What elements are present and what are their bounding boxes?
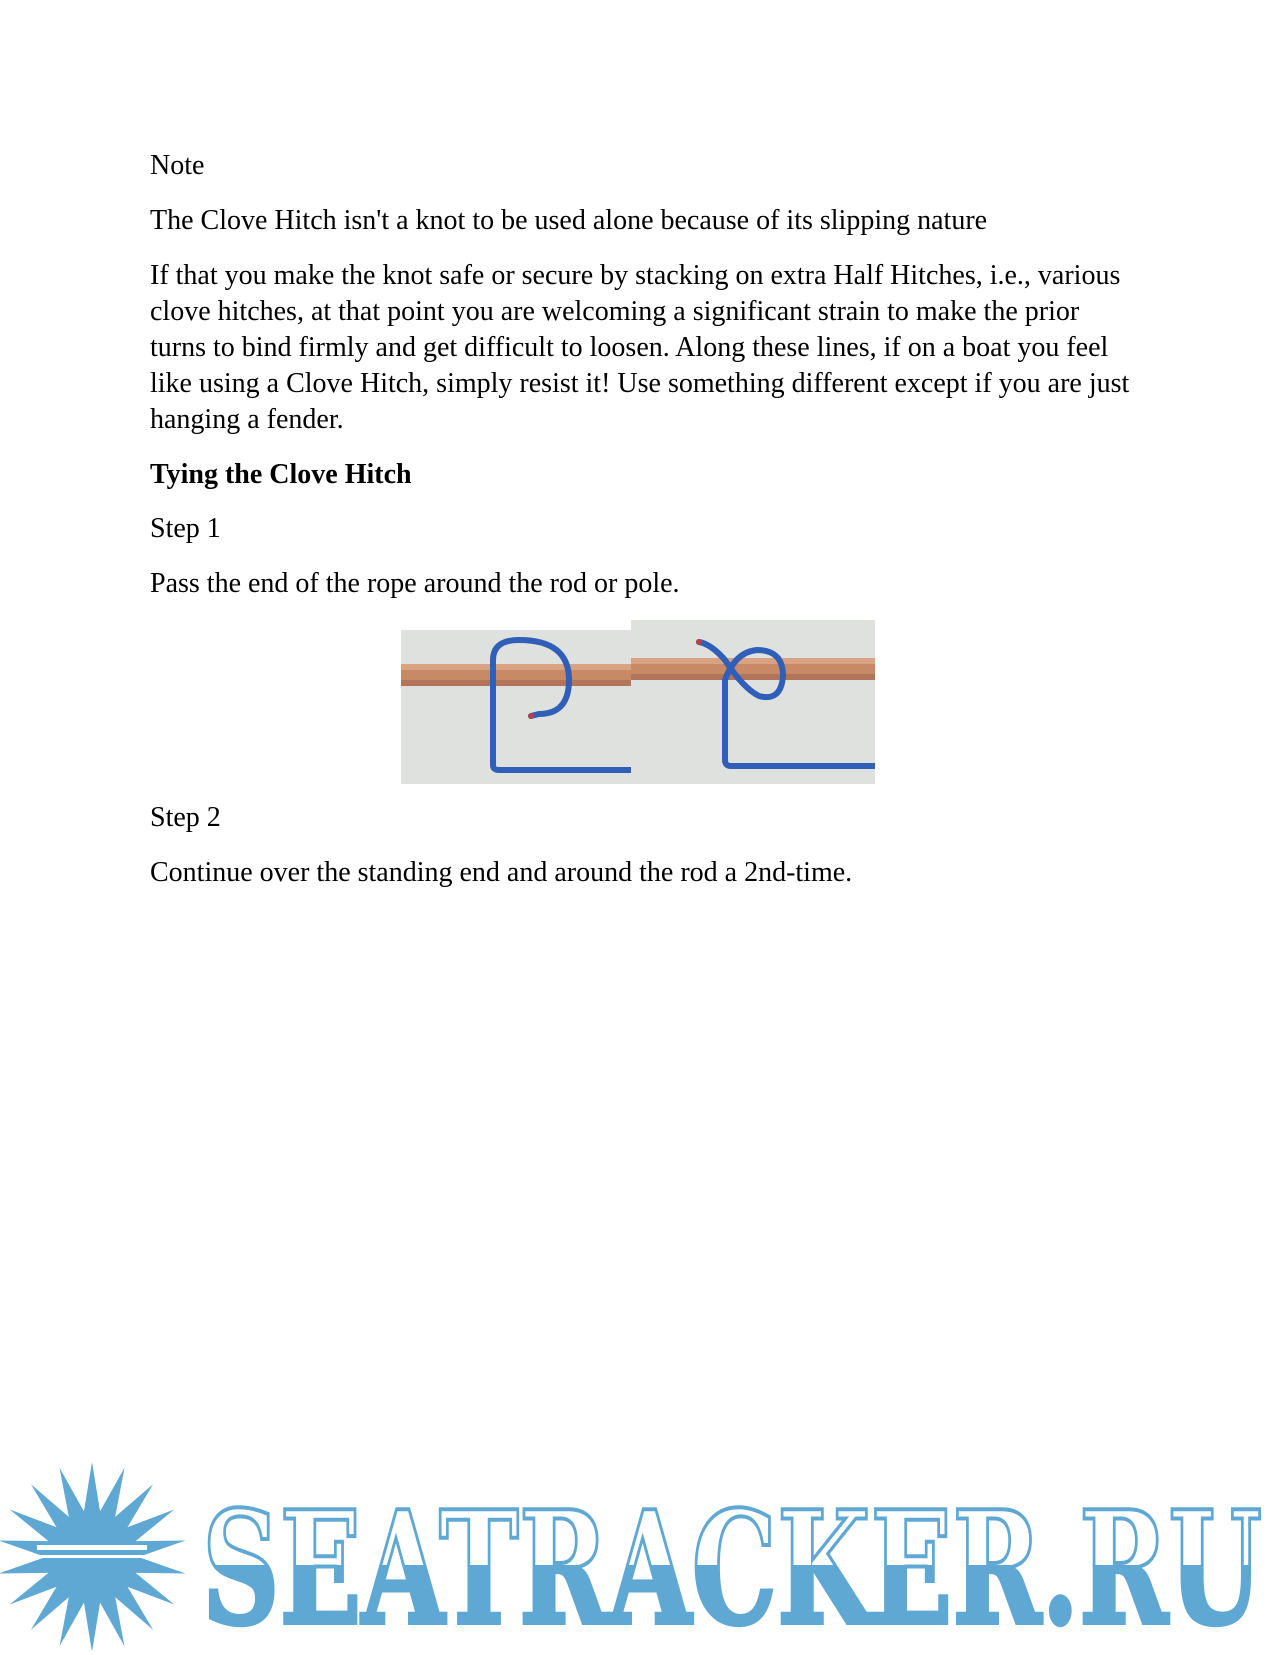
- note-heading: Note: [150, 150, 205, 181]
- step-1-photo-a: [401, 630, 631, 784]
- note-paragraph: If that you make the knot safe or secure by stacking on extra Half Hitches, i.e., various clove hitches, at that point you are welcoming a significant strain to make the prior turns to bind firmly and get difficult to loosen. Along these lines, if on a boat you feel like using a Clove Hitch, simply resist it! Use something different except if you are just hanging a fender.: [150, 260, 1130, 435]
- note-line: The Clove Hitch isn't a knot to be used alone because of its slipping nature: [150, 205, 988, 236]
- step-1-text: Pass the end of the rope around the rod or pole.: [150, 568, 680, 599]
- step-2-text: Continue over the standing end and around the rod a 2nd-time.: [150, 857, 853, 888]
- watermark-text: SEATRACKER.RU: [202, 1477, 1262, 1650]
- step-1-label: Step 1: [150, 513, 221, 544]
- section-title: Tying the Clove Hitch: [150, 459, 412, 490]
- step-1-photos: [401, 620, 875, 784]
- document-body: [150, 148, 1130, 621]
- step-2-block: [150, 800, 1130, 910]
- watermark-logo: [0, 1455, 1275, 1650]
- sun-icon: [0, 1462, 187, 1650]
- step-2-label: Step 2: [150, 802, 221, 833]
- step-1-photo-b: [631, 620, 875, 784]
